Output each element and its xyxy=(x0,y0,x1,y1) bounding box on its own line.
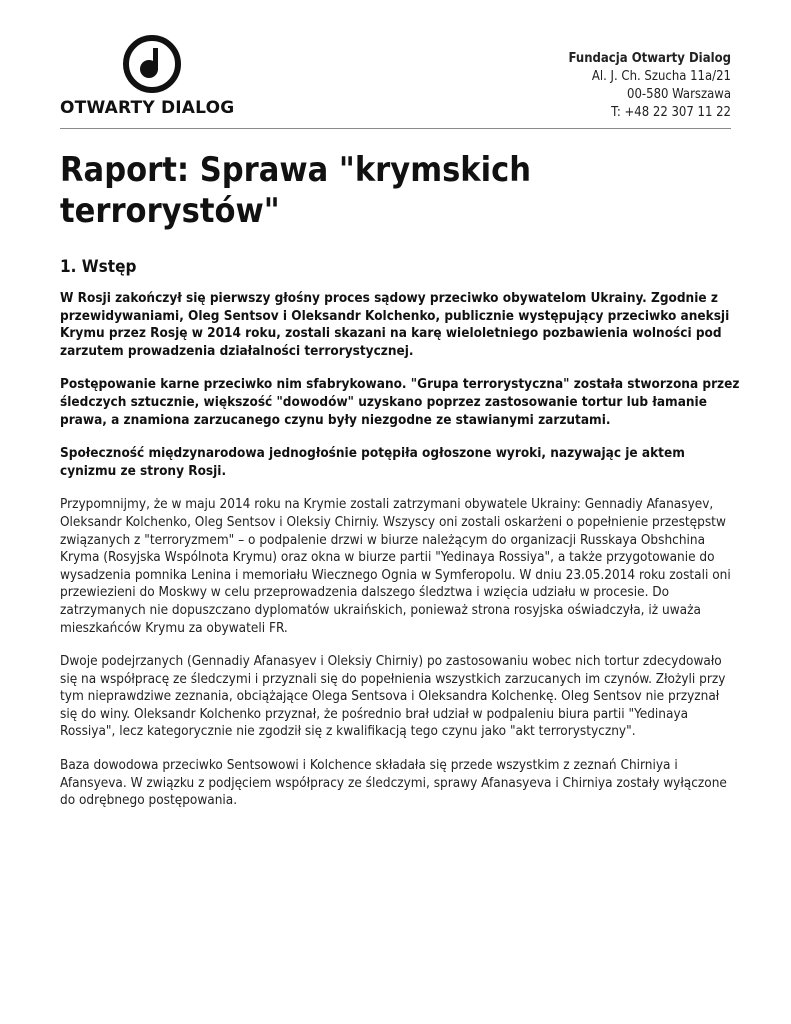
logo-text: OTWARTY DIALOG xyxy=(60,98,235,118)
organization-name: Fundacja Otwarty Dialog xyxy=(568,51,731,66)
document-title: Raport: Sprawa "krymskich terrorystów" xyxy=(60,150,532,231)
music-note-circle-icon xyxy=(122,34,182,94)
header-divider xyxy=(60,128,731,129)
address-street: Al. J. Ch. Szucha 11a/21 xyxy=(591,69,731,84)
organization-address xyxy=(569,50,731,122)
organization-logo xyxy=(60,34,250,124)
lead-paragraph-3: Społeczność międzynarodowa jednogłośnie potępiła ogłoszone wyroki, nazywając je aktem cynizmu ze strony Rosji. xyxy=(60,445,685,479)
address-city: 00-580 Warszawa xyxy=(627,87,731,102)
phone-number: T: +48 22 307 11 22 xyxy=(611,105,731,120)
document-body xyxy=(60,290,740,826)
body-paragraph-2: Dwoje podejrzanych (Gennadiy Afanasyev i Oleksiy Chirniy) po zastosowaniu wobec nich tortur zdecydowało się na współpracę ze śledczymi i przyznali się do popełnienia wszystkich zarzucanych im czynów. Złożyli przy tym nieprawdziwe zeznania, obciążające Olega Sentsova i Oleksandra Kolchenkę. Oleg Sentsov nie przyznał się do winy. Oleksandr Kolchenko przyznał, że pośrednio brał udział w podpaleniu biura partii "Yedinaya Rossiya", lecz kategorycznie nie zgodził się z kwalifikacją tego czynu jako "akt terrorystyczny". xyxy=(60,653,726,740)
lead-paragraph-2: Postępowanie karne przeciwko nim sfabrykowano. "Grupa terrorystyczna" została stworzona przez śledczych sztucznie, większość "dowodów" uzyskano poprzez zastosowanie tortur lub łamanie prawa, a znamiona zarzucanego czynu były niezgodne ze stawianymi zarzutami. xyxy=(60,376,740,428)
body-paragraph-3: Baza dowodowa przeciwko Sentsowowi i Kolchence składała się przede wszystkim z zeznań Chirniya i Afansyeva. W związku z podjęciem współpracy ze śledczymi, sprawy Afanasyeva i Chirniya zostały wyłączone do odrębnego postępowania. xyxy=(60,757,727,809)
section-heading: 1. Wstęp xyxy=(60,257,137,277)
lead-paragraph-1: W Rosji zakończył się pierwszy głośny proces sądowy przeciwko obywatelom Ukrainy. Zgodnie z przewidywaniami, Oleg Sentsov i Oleksandr Kolchenko, publicznie występujący przeciwko aneksji Krymu przez Rosję w 2014 roku, zostali skazani na karę wieloletniego pozbawienia wolności pod zarzutem prowadzenia działalności terrorystycznej. xyxy=(60,290,730,359)
body-paragraph-1: Przypomnijmy, że w maju 2014 roku na Krymie zostali zatrzymani obywatele Ukrainy: Gennadiy Afanasyev, Oleksandr Kolchenko, Oleg Sentsov i Oleksiy Chirniy. Wszyscy oni zostali oskarżeni o popełnienie przestępstw związanych z "terroryzmem" – o podpalenie drzwi w biurze należącym do organizacji Russkaya Obshchina Kryma (Rosyjska Wspólnota Krymu) oraz okna w biurze partii "Yedinaya Rossiya", a także przygotowanie do wysadzenia pomnika Lenina i memoriału Wiecznego Ognia w Symferopolu. W dniu 23.05.2014 roku zostali oni przewiezieni do Moskwy w celu przeprowadzenia dalszego śledztwa i wzięcia udziału w procesie. Do zatrzymanych nie dopuszczano dyplomatów ukraińskich, ponieważ strona rosyjska oświadczyła, iż uważa mieszkańców Krymu za obywateli FR. xyxy=(60,496,731,636)
